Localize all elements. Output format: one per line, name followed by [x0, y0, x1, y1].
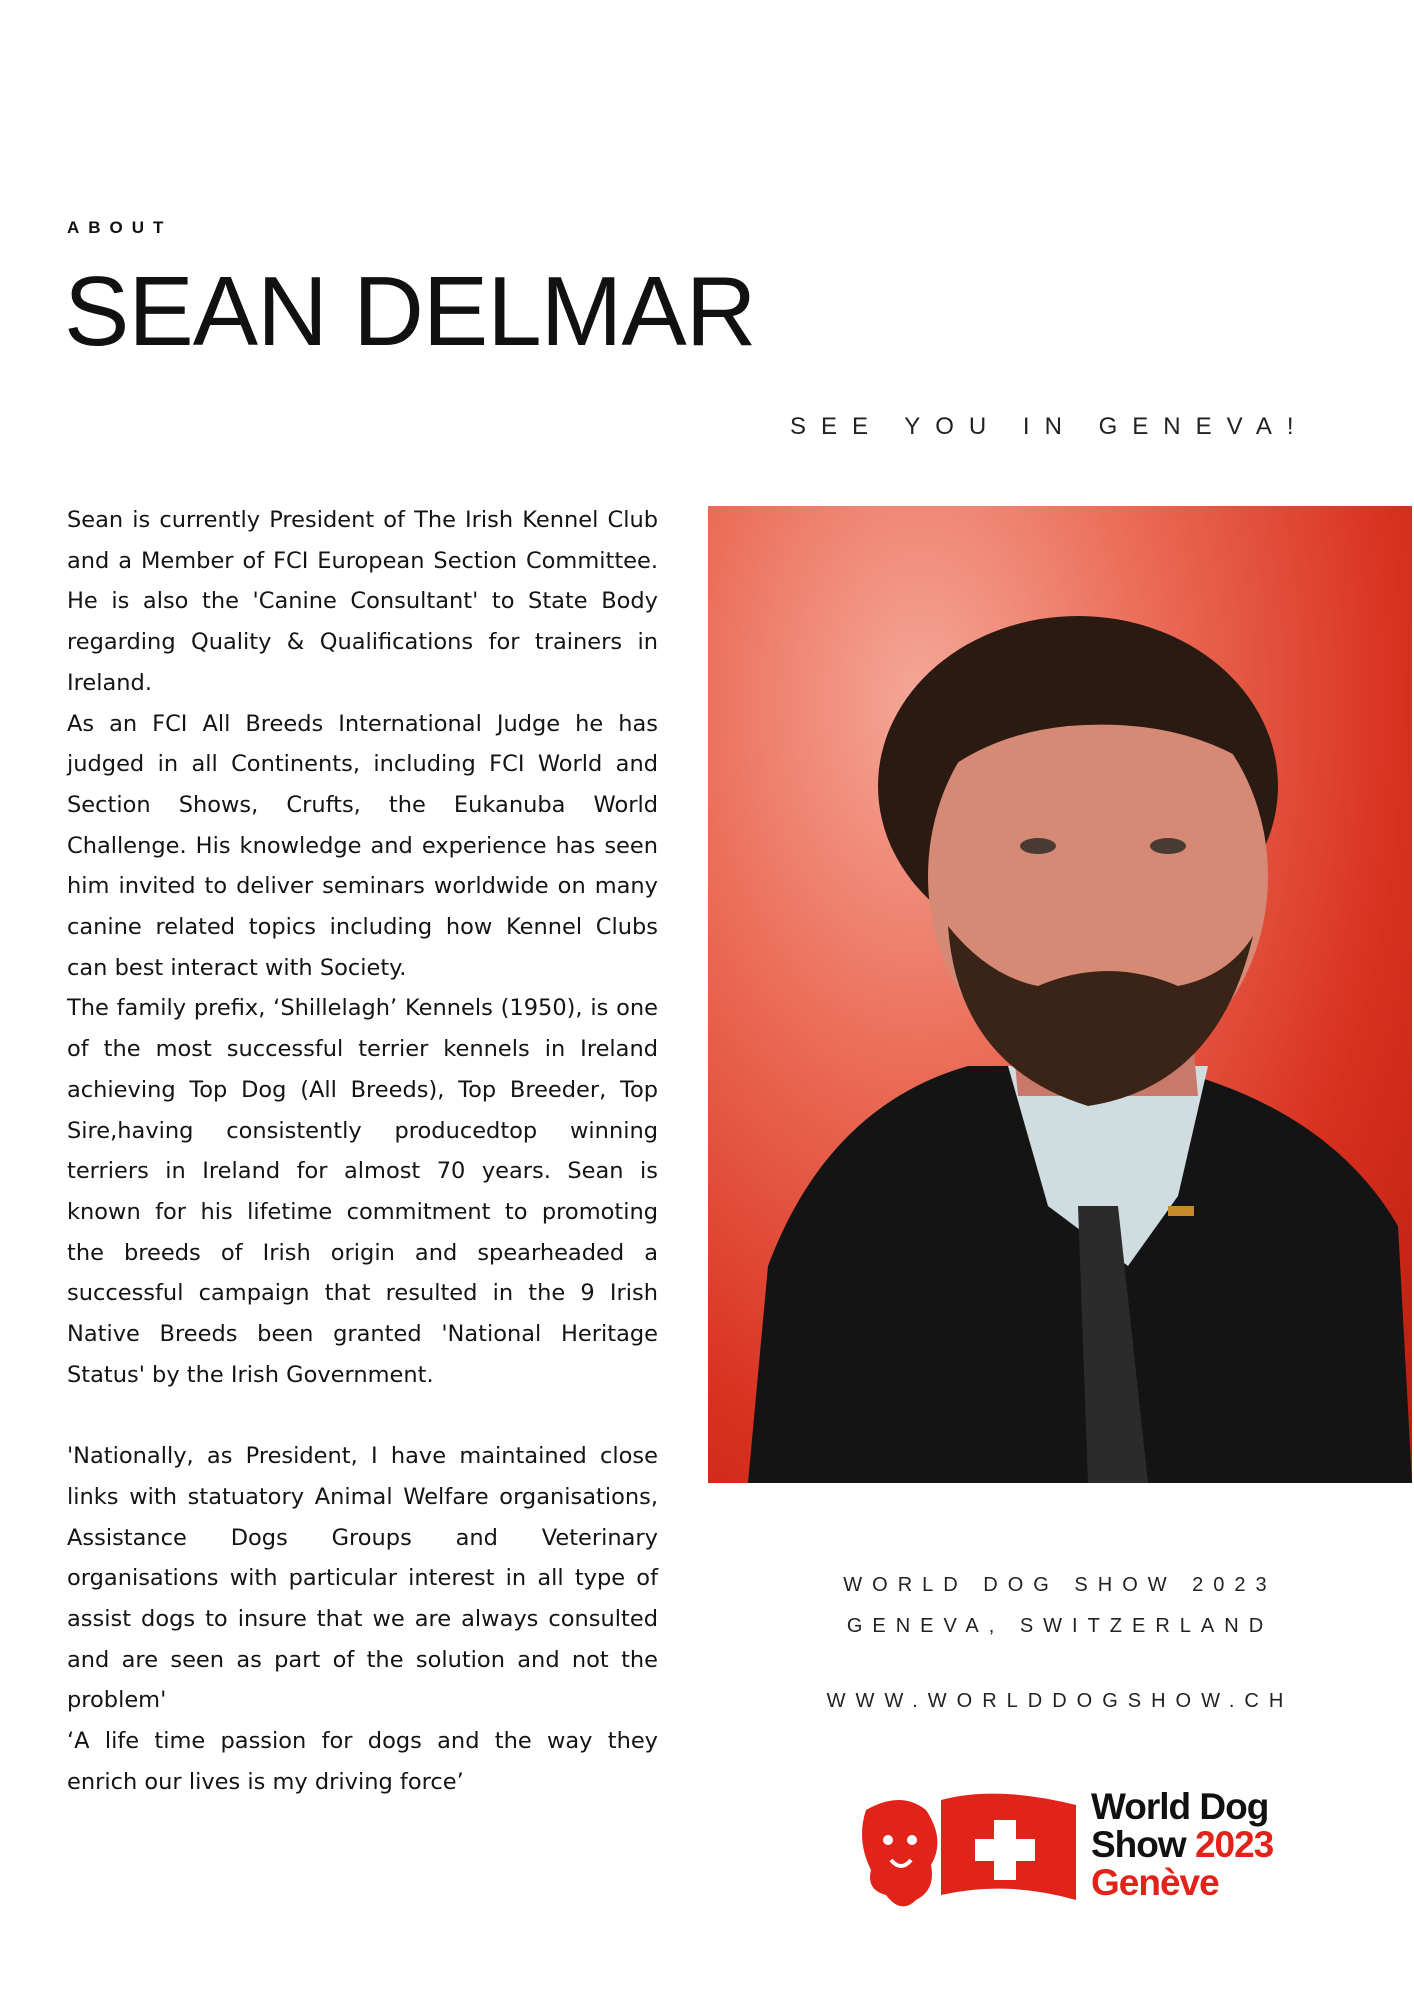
portrait-illustration [708, 506, 1412, 1483]
bio-quote: 'Nationally, as President, I have maintained close links with statuatory Animal Welfare organisations, Assistance Dogs Groups and Veterinary organisations with particular interest in all type of assist dogs to insure that we are always consulted and are seen as part of the solution and not the problem' [67, 1443, 658, 1714]
portrait-photo [708, 506, 1412, 1483]
event-location: GENEVA, SWITZERLAND [846, 1615, 1274, 1637]
event-name: WORLD DOG SHOW 2023 [843, 1574, 1277, 1596]
logo-line-2: Show [1091, 1824, 1195, 1865]
bio-quote: ‘A life time passion for dogs and the way they enrich our lives is my driving force’ [67, 1728, 658, 1795]
about-eyebrow: ABOUT [67, 218, 173, 237]
bio-paragraph: Sean is currently President of The Irish Kennel Club and a Member of FCI European Section Committee. He is also the 'Canine Consultant' to State Body regarding Quality & Qualifications for trainers in Ireland. [67, 507, 658, 696]
world-dog-show-logo [846, 1780, 1286, 1920]
tagline: SEE YOU IN GENEVA! [790, 413, 1309, 440]
dog-flag-icon [846, 1780, 1086, 1920]
logo-year: 2023 [1194, 1824, 1274, 1865]
event-website-link[interactable]: WWW.WORLDDOGSHOW.CH [826, 1690, 1294, 1712]
page-title: SEAN DELMAR [64, 256, 756, 366]
bio-paragraph: The family prefix, ‘Shillelagh’ Kennels (1950), is one of the most successful terrier kennels in Ireland achieving Top Dog (All Breeds), Top Breeder, Top Sire,having consistently producedtop winning terriers in Ireland for almost 70 years. Sean is known for his lifetime commitment to promoting the breeds of Irish origin and spearheaded a successful campaign that resulted in the 9 Irish Native Breeds been granted 'National Heritage Status' by the Irish Government. [67, 995, 658, 1388]
logo-line-3: Genève [1091, 1862, 1219, 1903]
logo-line-1: World Dog [1091, 1786, 1269, 1827]
bio-text [67, 500, 658, 1802]
bio-paragraph: As an FCI All Breeds International Judge he has judged in all Continents, including FCI World and Section Shows, Crufts, the Eukanuba World Challenge. His knowledge and experience has seen him invited to deliver seminars worldwide on many canine related topics including how Kennel Clubs can best interact with Society. [67, 710, 658, 981]
